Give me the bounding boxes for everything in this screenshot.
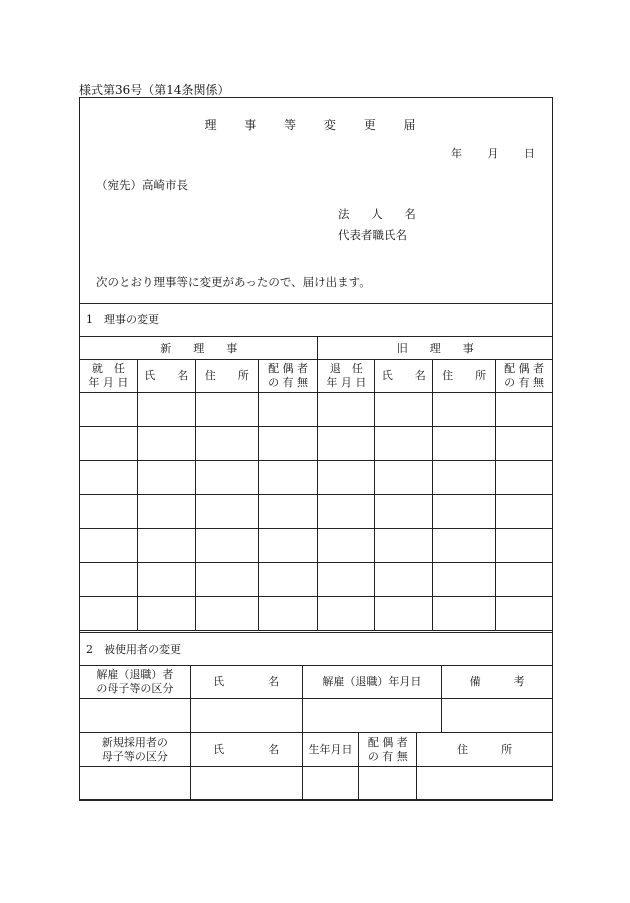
form-cell[interactable] xyxy=(375,495,433,529)
dismissed-employees-table xyxy=(79,665,553,733)
form-cell[interactable] xyxy=(195,529,258,563)
table-row xyxy=(80,495,553,529)
form-cell[interactable] xyxy=(137,393,195,427)
form-cell[interactable] xyxy=(318,529,375,563)
table-row xyxy=(80,563,553,597)
form-cell[interactable] xyxy=(80,461,138,495)
form-cell[interactable] xyxy=(496,495,553,529)
dismissed-col-header-0: 解雇（退職）者 の母子等の区分 xyxy=(80,666,191,699)
form-cell[interactable] xyxy=(375,461,433,495)
new-hire-col-header-1: 氏 名 xyxy=(190,733,302,767)
directors-col-header-6: 住 所 xyxy=(433,360,496,393)
form-cell[interactable] xyxy=(302,767,359,801)
directors-col-header-7: 配 偶 者 の 有 無 xyxy=(496,360,553,393)
form-cell[interactable] xyxy=(258,427,318,461)
form-cell[interactable] xyxy=(496,563,553,597)
new-hire-col-header-3: 配 偶 者 の 有 無 xyxy=(359,733,417,767)
dismissed-col-header-1: 氏 名 xyxy=(190,666,302,699)
form-cell[interactable] xyxy=(375,393,433,427)
form-cell[interactable] xyxy=(302,699,442,733)
form-cell[interactable] xyxy=(433,461,496,495)
dismissed-col-header-2: 解雇（退職）年月日 xyxy=(302,666,442,699)
form-cell[interactable] xyxy=(496,393,553,427)
form-cell[interactable] xyxy=(80,427,138,461)
form-cell[interactable] xyxy=(375,563,433,597)
form-cell[interactable] xyxy=(496,461,553,495)
old-directors-header: 旧 理 事 xyxy=(318,337,553,360)
form-cell[interactable] xyxy=(496,529,553,563)
corp-name-label: 法 人 名 xyxy=(338,207,425,221)
form-cell[interactable] xyxy=(195,495,258,529)
form-cell[interactable] xyxy=(433,563,496,597)
dismissed-col-header-3: 備 考 xyxy=(442,666,553,699)
form-cell[interactable] xyxy=(137,597,195,631)
new-hire-col-header-4: 住 所 xyxy=(417,733,553,767)
form-cell[interactable] xyxy=(195,597,258,631)
form-header xyxy=(80,98,552,304)
directors-col-header-1: 氏 名 xyxy=(137,360,195,393)
form-cell[interactable] xyxy=(258,563,318,597)
form-cell[interactable] xyxy=(80,597,138,631)
form-cell[interactable] xyxy=(80,563,138,597)
form-cell[interactable] xyxy=(258,393,318,427)
directors-col-header-5: 氏 名 xyxy=(375,360,433,393)
form-cell[interactable] xyxy=(318,393,375,427)
form-cell[interactable] xyxy=(359,767,417,801)
section2-heading: 2 被使用者の変更 xyxy=(80,632,552,666)
representative-label: 代表者職氏名 xyxy=(338,228,407,242)
form-cell[interactable] xyxy=(433,495,496,529)
form-cell[interactable] xyxy=(375,427,433,461)
new-hires-table xyxy=(79,732,553,801)
form-cell[interactable] xyxy=(137,495,195,529)
form-cell[interactable] xyxy=(433,597,496,631)
form-cell[interactable] xyxy=(442,699,553,733)
form-cell[interactable] xyxy=(417,767,553,801)
form-cell[interactable] xyxy=(375,529,433,563)
form-cell[interactable] xyxy=(190,767,302,801)
section1-heading: 1 理事の変更 xyxy=(80,303,552,337)
form-cell[interactable] xyxy=(258,495,318,529)
form-cell[interactable] xyxy=(137,529,195,563)
form-cell[interactable] xyxy=(137,461,195,495)
form-cell[interactable] xyxy=(190,699,302,733)
form-cell[interactable] xyxy=(318,461,375,495)
form-cell[interactable] xyxy=(258,597,318,631)
form-cell[interactable] xyxy=(195,461,258,495)
table-row xyxy=(80,427,553,461)
form-cell[interactable] xyxy=(318,563,375,597)
addressee: （宛先）高崎市長 xyxy=(96,178,188,192)
form-cell[interactable] xyxy=(318,597,375,631)
form-cell[interactable] xyxy=(195,393,258,427)
form-cell[interactable] xyxy=(80,767,191,801)
form-cell[interactable] xyxy=(433,427,496,461)
form-cell[interactable] xyxy=(318,427,375,461)
form-cell[interactable] xyxy=(195,563,258,597)
form-cell[interactable] xyxy=(80,495,138,529)
form-cell[interactable] xyxy=(137,563,195,597)
new-hire-col-header-2: 生年月日 xyxy=(302,733,359,767)
table-row xyxy=(80,597,553,631)
form-cell[interactable] xyxy=(433,393,496,427)
form-cell[interactable] xyxy=(80,699,191,733)
form-label: 様式第36号（第14条関係） xyxy=(79,83,230,97)
form-cell[interactable] xyxy=(375,597,433,631)
form-cell[interactable] xyxy=(258,529,318,563)
directors-col-header-3: 配 偶 者 の 有 無 xyxy=(258,360,318,393)
form-frame xyxy=(79,97,553,800)
form-title: 理 事 等 変 更 届 xyxy=(204,118,428,132)
statement: 次のとおり理事等に変更があったので、届け出ます。 xyxy=(96,275,371,289)
directors-table xyxy=(79,336,553,631)
table-row xyxy=(80,393,553,427)
new-hire-col-header-0: 新規採用者の 母子等の区分 xyxy=(80,733,191,767)
date-line: 年 月 日 xyxy=(451,147,535,160)
form-cell[interactable] xyxy=(137,427,195,461)
form-cell[interactable] xyxy=(258,461,318,495)
new-directors-header: 新 理 事 xyxy=(80,337,318,360)
directors-col-header-4: 退 任 年 月 日 xyxy=(318,360,375,393)
table-row xyxy=(80,529,553,563)
directors-col-header-2: 住 所 xyxy=(195,360,258,393)
form-cell[interactable] xyxy=(496,597,553,631)
form-cell[interactable] xyxy=(433,529,496,563)
form-cell[interactable] xyxy=(80,393,138,427)
table-row xyxy=(80,461,553,495)
form-cell[interactable] xyxy=(496,427,553,461)
directors-col-header-0: 就 任 年 月 日 xyxy=(80,360,138,393)
form-cell[interactable] xyxy=(80,529,138,563)
form-cell[interactable] xyxy=(318,495,375,529)
form-cell[interactable] xyxy=(195,427,258,461)
